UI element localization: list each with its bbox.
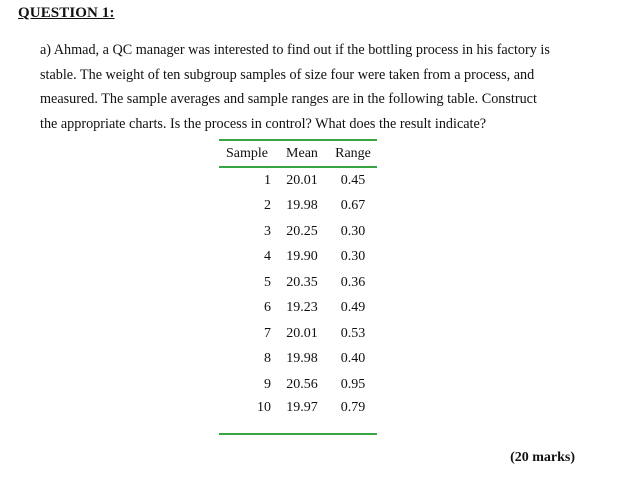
header-sample: Sample [226,145,268,161]
cell-mean: 20.35 [286,274,318,290]
question-line: stable. The weight of ten subgroup samples of size four were taken from a process, and [40,66,535,83]
table-row [219,321,377,347]
cell-range: 0.95 [340,376,366,392]
cell-range: 0.67 [340,198,366,214]
cell-mean: 20.56 [286,376,318,392]
marks-label: (20 marks) [510,450,575,465]
sample-data-table [219,139,377,435]
cell-sample: 10 [257,399,271,415]
cell-mean: 19.97 [286,399,318,415]
table-row [219,398,377,434]
cell-mean: 19.90 [286,249,318,265]
cell-mean: 20.01 [286,325,318,341]
table-row [219,296,377,322]
question-line: measured. The sample averages and sample ranges are in the following table. Construct [40,91,537,108]
cell-range: 0.79 [340,399,366,415]
question-heading: QUESTION 1: [18,5,115,21]
table-row [219,245,377,271]
cell-range: 0.49 [340,300,366,316]
cell-range: 0.45 [340,172,366,188]
table-row [219,347,377,373]
cell-sample: 8 [264,351,271,367]
cell-sample: 2 [264,198,271,214]
question-line: the appropriate charts. Is the process in control? What does the result indicate? [40,115,487,132]
header-mean: Mean [286,145,318,161]
table-row [219,167,377,194]
cell-sample: 3 [264,223,271,239]
cell-mean: 20.25 [286,223,318,239]
cell-sample: 6 [264,300,271,316]
cell-mean: 19.98 [286,198,318,214]
cell-mean: 19.98 [286,351,318,367]
table-row [219,372,377,398]
cell-sample: 5 [264,274,271,290]
cell-mean: 19.23 [286,300,318,316]
question-line: a) Ahmad, a QC manager was interested to find out if the bottling process in his factory is [40,42,550,58]
cell-sample: 1 [264,172,271,188]
cell-sample: 9 [264,376,271,392]
cell-sample: 7 [264,325,271,341]
table-row [219,219,377,245]
cell-range: 0.53 [340,325,366,341]
cell-sample: 4 [264,249,271,265]
cell-range: 0.40 [340,351,366,367]
table-row [219,194,377,220]
cell-mean: 20.01 [286,172,318,188]
cell-range: 0.30 [340,249,366,265]
cell-range: 0.30 [340,223,366,239]
question-paragraph [40,38,585,136]
table-header-row [219,140,377,167]
header-range: Range [335,145,371,161]
cell-range: 0.36 [340,274,366,290]
table-row [219,270,377,296]
